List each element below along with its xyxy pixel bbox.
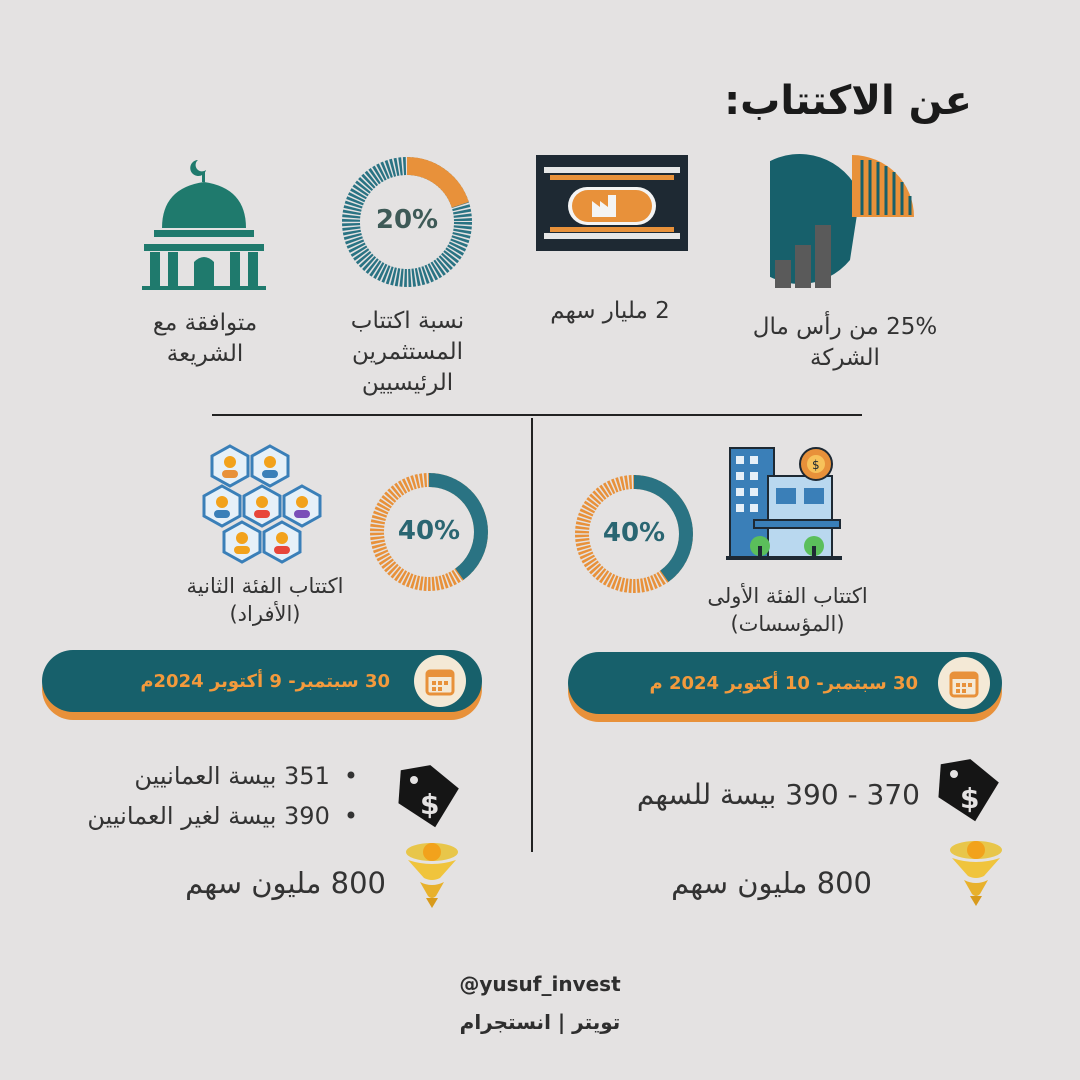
horizontal-divider	[212, 414, 862, 416]
caption-anchor-investors: نسبة اكتتاب المستثمرين الرئيسيين	[350, 308, 465, 397]
date-range-left: 30 سبتمبر- 9 أكتوبر 2024م	[140, 670, 390, 692]
shares-tranche-2: 800 مليون سهم	[185, 866, 386, 900]
pie-chart-bars-icon	[770, 150, 920, 290]
bullet-dot: •	[343, 762, 358, 790]
caption-tranche-2: اكتتاب الفئة الثانية (الأفراد)	[186, 574, 344, 627]
caption-capital-percent: 25% من رأس مال الشركة	[752, 314, 938, 372]
calendar-icon	[938, 657, 990, 709]
mosque-icon	[140, 152, 268, 290]
footer-handle: @yusuf_invest	[459, 972, 621, 996]
ring-label-40-right: 40%	[602, 518, 666, 548]
list-item	[87, 802, 358, 830]
price-non-omani: 390 بيسة لغير العمانيين	[87, 802, 330, 830]
office-building-icon	[724, 442, 844, 566]
ring-label-20: 20%	[375, 205, 439, 235]
svg-text:$: $	[960, 782, 980, 815]
page-title: عن الاكتتاب:	[724, 78, 972, 124]
ring-label-40-left: 40%	[397, 516, 461, 546]
price-tag-icon	[392, 762, 464, 834]
factory-banner-icon	[536, 155, 688, 251]
bullet-dot: •	[343, 802, 358, 830]
svg-text:$: $	[420, 788, 440, 821]
footer-platforms: تويتر | انستجرام	[459, 1010, 621, 1034]
caption-sharia: متوافقة مع الشريعة	[152, 310, 258, 368]
date-pill-right	[568, 652, 1002, 714]
date-pill-left	[42, 650, 482, 712]
price-omani: 351 بيسة العمانيين	[134, 762, 330, 790]
shares-tranche-1: 800 مليون سهم	[671, 866, 872, 900]
coin-tornado-icon	[944, 836, 1008, 908]
date-range-right: 30 سبتمبر- 10 أكتوبر 2024 م	[649, 672, 918, 694]
vertical-divider	[531, 418, 533, 852]
people-network-icon	[200, 442, 328, 566]
price-tranche-1: 370 - 390 بيسة للسهم	[636, 778, 920, 811]
list-item	[134, 762, 358, 790]
coin-tornado-icon	[400, 838, 464, 910]
calendar-icon	[414, 655, 466, 707]
svg-text:$: $	[812, 458, 820, 472]
price-tag-icon	[932, 756, 1004, 828]
caption-tranche-1: اكتتاب الفئة الأولى (المؤسسات)	[707, 584, 868, 637]
caption-shares-total: 2 مليار سهم	[550, 298, 670, 324]
